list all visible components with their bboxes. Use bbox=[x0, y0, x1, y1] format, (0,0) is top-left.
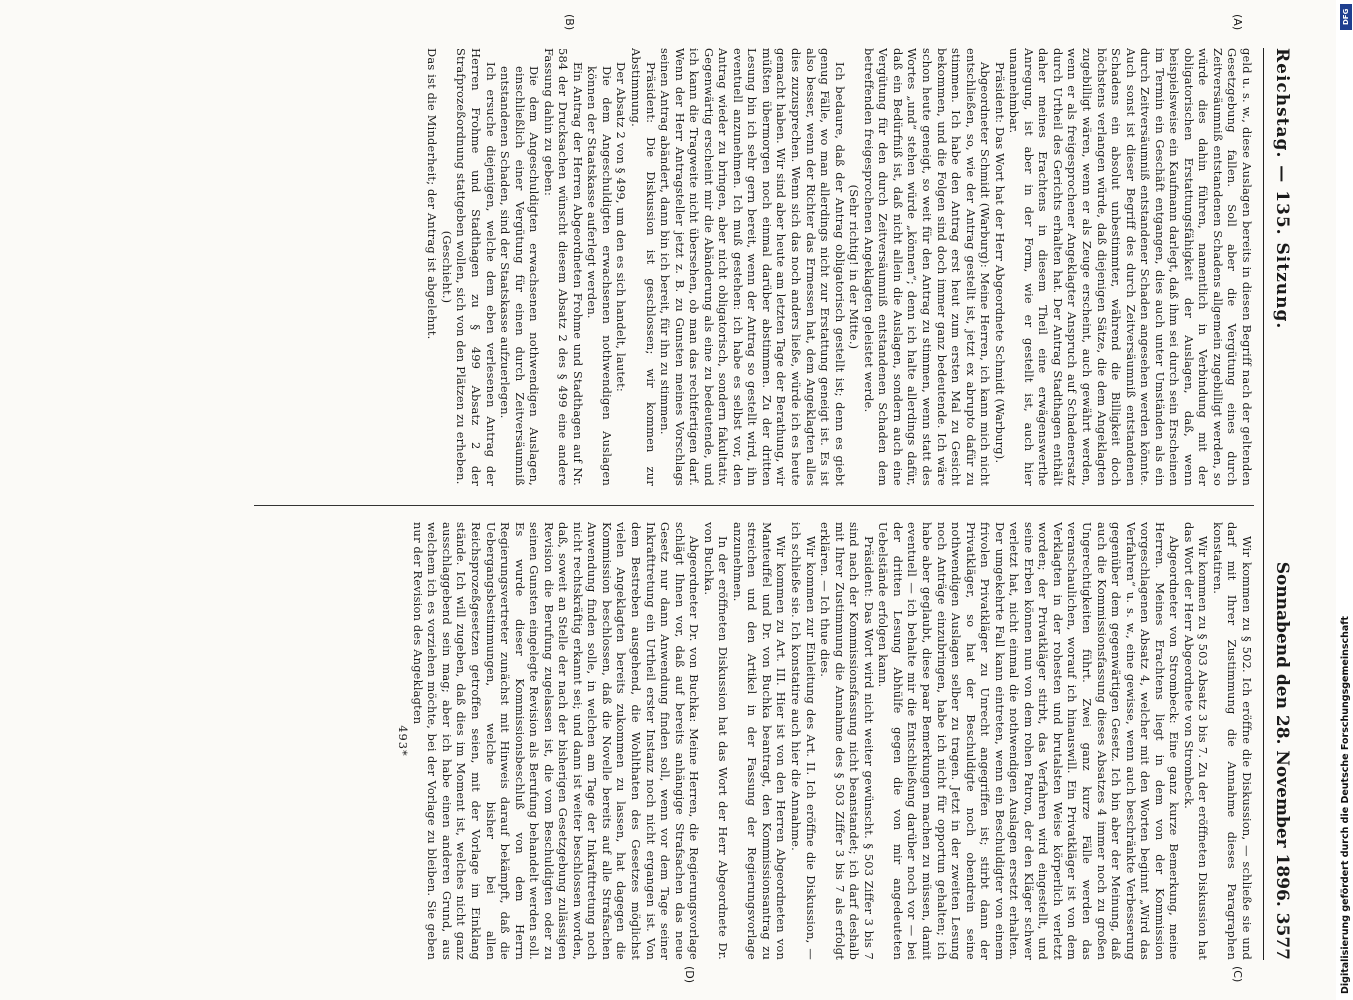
right-column-paragraph: In der eröffneten Diskussion hat das Wort der Herr Abgeordnete Dr. von Buchka. bbox=[701, 522, 731, 960]
right-column-paragraph: Abgeordneter Dr. von Buchka: Meine Herren, die Regierungsvorlage schlägt Ihnen vor, daß auf bereits anhängige Strafsachen das neue Gesetz nur dann Anwendung finden soll, wenn vor dem Tage seiner Inkrafttretung ein Urtheil erster Instanz noch nicht ergangen ist. Von dem Bestreben ausgehend, die Wohlthaten des Gesetzes möglichst vielen Angeklagten bereits zukommen zu lassen, hat dagegen die Kommission beschlossen, daß die Novelle bereits auf alle Strafsachen Anwendung finden solle, in welchen am Tage der Inkrafttretung noch nicht rechtskräftig erkannt sei; und dann ist weiter beschlossen worden, daß, soweit an Stelle der nach der bisherigen Gesetzgebung zulässigen Revision die Berufung zugelassen ist, die vom Beschuldigten oder zu seinen Gunsten eingelegte Revision als Berufung behandelt werden soll. Es wurde dieser Kommissionsbeschluß von dem Herrn Regierungsvertreter zunächst mit Hinweis darauf bekämpft, daß die Uebergangsbestimmungen, welche bisher bei allen Reichsprozeßgesetzen getroffen seien, mit der Vorlage im Einklang stände. Ich will zugeben, daß dies im Moment ist, welches nicht ganz ausschlaggebend sein mag; aber ich habe einen anderen Grund, aus welchem ich es vorziehen möchte, bei der Vorlage zu bleiben. Sie geben nur der Revision des Angeklagten bbox=[410, 522, 702, 960]
margin-marker-d: (D) bbox=[683, 966, 696, 984]
left-column-paragraph: Ich ersuche diejenigen, welche dem eben verlesenen Antrag der Herren Frohme und Stadthagen zu § 499 Absatz 2 der Strafprozeßordnung stattgeben wollen, sich von den Plätzen zu erheben. bbox=[454, 48, 498, 486]
left-column-paragraph: (Geschieht.) bbox=[439, 230, 454, 304]
column-divider bbox=[254, 505, 1254, 506]
header-left: Reichstag. — 135. Sitzung. bbox=[1272, 48, 1292, 330]
right-column-paragraph: Wir kommen zu § 503 Absatz 3 bis 7. Zu der eröffneten Diskussion hat das Wort der Herr Abgeordnete von Strombeck. bbox=[1181, 522, 1211, 960]
left-column-paragraph: Abgeordneter Schmidt (Warburg): Meine Herren, ich kann mich nicht entschließen, so, wie der Antrag gestellt ist, jetzt ex abrupto dafür zu stimmen. Ich habe den Antrag erst heut zum ersten Mal zu Gesicht bekommen, und die Folgen sind doch immer ganz bedeutende. Ich wäre schon heute geneigt, so weit für den Antrag zu stimmen, wenn statt des Wortes „und“ stehen würde „können“; denn ich halte allerdings dafür, daß ein Bedürfniß ist, daß nicht allein die Auslagen, sondern auch eine Vergütung für den durch Zeitversäumniß entstandenen Schaden dem betreffenden freigesprochenen Angeklagten geleistet werde. bbox=[861, 48, 993, 486]
left-column-paragraph: Ich bedaure, daß der Antrag obligatorisch gestellt ist; denn es giebt genug Fälle, wo man allerdings nicht zur Erstattung geneigt ist. Es ist also besser, wenn der Richter das Ermessen hat, dem Angeklagten alles dies zuzusprechen. Wenn sich das noch anders ließe, würde ich es heute gemacht haben. Wir sind aber heute am letzten Tage der Berathung, wir müßten übermorgen noch einmal darüber abstimmen. Zu der dritten Lesung bin ich sehr gern bereit, wenn der Antrag so gestellt wird, ihn eventuell anzunehmen. Ich muß gestehen: ich habe es selbst vor, den Antrag wieder zu bringen, aber nicht obligatorisch, sondern fakultativ. Gegenwärtig erscheint mir die Abänderung als eine zu bedeutende, und ich kann die Tragweite nicht übersehen, ob man das rechtfertigen darf. Wenn der Herr Antragsteller jetzt z. B. zu Gunsten meines Vorschlags seinen Antrag abändert, dann bin ich bereit, für ihn zu stimmen. bbox=[658, 48, 847, 486]
right-column-paragraph: Präsident: Das Wort wird nicht weiter gewünscht. § 503 Ziffer 3 bis 7 sind nach der Kommissionsfassung nicht beanstandet; ich darf deshalb mit Ihrer Zustimmung die Annahme des § 503 Ziffer 3 bis 7 als erfolgt erklären. — Ich thue dies. bbox=[818, 522, 876, 960]
page-header bbox=[1263, 48, 1294, 960]
left-column-paragraph: Präsident: Die Diskussion ist geschlossen; wir kommen zur Abstimmung. bbox=[629, 48, 658, 486]
left-column-paragraph: Die dem Angeschuldigten erwachsenen nothwendigen Auslagen, einschließlich einer Vergütung für einen durch Zeitversäumniß entstandenen Schaden, sind der Staatskasse aufzuerlegen. bbox=[498, 66, 542, 486]
right-column-paragraph: Abgeordneter von Strombeck: Eine ganz kurze Bemerkung, meine Herren. Meines Erachtens liegt in dem von der Kommission vorgeschlagenen Absatz 4, welcher mit den Worten beginnt „Wird das Verfahren“ u. s. w., eine gewisse, wenn auch beschränkte Verbesserung gegenüber dem gegenwärtigen Gesetz. Ich bin aber der Meinung, daß auch die Kommissionsfassung dieses Absatzes 4 immer noch zu großen Ungerechtigkeiten führt. Zwei ganz kurze Fälle werden das veranschaulichen, worauf ich hinauswill. Ein Privatkläger ist von dem Verklagten in der rohesten und brutalsten Weise körperlich verletzt worden; der Privatkläger stirbt, das Verfahren wird eingestellt, und seine Erben können nun von dem rohen Patron, der den Kläger schwer verletzt hat, nicht einmal die nothwendigen Auslagen ersetzt erhalten. Der umgekehrte Fall kann eintreten, wenn ein Beschuldigter von einem frivolen Privatkläger zu Unrecht angegriffen ist; stirbt dann der Privatkläger, so hat der Beschuldigte noch obendrein seine nothwendigen Auslagen selber zu tragen. Jetzt in der zweiten Lesung noch Anträge einzubringen, habe ich nicht für opportun gehalten; ich habe aber geglaubt, diese paar Bemerkungen machen zu müssen, damit eventuell — ich behalte mir die Entschließung darüber noch vor — bei der dritten Lesung Abhülfe gegen die von mir angedeuteten Uebelstände erfolgen kann. bbox=[876, 522, 1182, 960]
left-column-paragraph: (Sehr richtig! in der Mitte.) bbox=[847, 184, 862, 350]
left-column-paragraph: geld u. s. w., diese Auslagen bereits in diesen Begriff nach der geltenden Gesetzgebung fallen. Soll aber die Vergütung eines durch Zeitversäumniß entstandenen Schadens allgemein zugebilligt werden, so würde dies dahin führen, namentlich in Verbindung mit der obligatorischen Erstattungsfähigkeit der Auslagen, daß, wenn beispielsweise ein Kaufmann darlegt, daß ihm sei durch sein Erscheinen im Termin ein Geschäft entgangen, dies auch unter Umständen als ein durch Zeitversäumniß entstandener Schaden angesehen werden könnte. Auch sonst ist dieser Begriff des durch Zeitversäumniß entstandenen Schadens ein absolut unbestimmter, während die Billigkeit doch höchstens verlangen würde, daß diejenigen Sätze, die dem Angeklagten zugebilligt wären, wenn er als Zeuge erscheint, auch gewährt werden, wenn er als freigesprochener Angeklagter Anspruch auf Schadenersatz durch Urtheil des Gerichts erhalten hat. Der Antrag Stadthagen enthält daher meines Erachtens in diesem Theil eine erwägenswerthe Anregung, ist aber in der Form, wie er gestellt ist, auch hier unannehmbar. bbox=[1007, 48, 1254, 486]
right-column-paragraph: Wir kommen zu § 502. Ich eröffne die Diskussion, — schließe sie und darf mit Ihrer Zustimmung die Annahme dieses Paragraphen konstatiren. bbox=[1210, 522, 1254, 960]
right-column bbox=[24, 522, 1254, 960]
margin-marker-b: (B) bbox=[563, 14, 576, 31]
left-column-paragraph: Präsident: Das Wort hat der Herr Abgeordnete Schmidt (Warburg). bbox=[992, 62, 1007, 464]
right-column-paragraph: Wir kommen zur Einleitung des Art. II. Ich eröffne die Diskussion, — ich schließe sie. Ich konstatire auch hier die Annahme. bbox=[789, 522, 818, 960]
left-column bbox=[24, 48, 1254, 486]
left-column-paragraph: Ein Antrag der Herren Abgeordneten Frohme und Stadthagen auf Nr. 584 der Drucksachen wünscht diesem Absatz 2 des § 499 eine andere Fassung dahin zu geben: bbox=[541, 48, 585, 486]
header-right: Sonnabend den 28. November 1896. 3577 bbox=[1272, 561, 1292, 960]
margin-marker-c: (C) bbox=[1231, 966, 1244, 983]
digitization-credit: Digitalisierung gefördert durch die Deutsche Forschungsgemeinschaft bbox=[1340, 616, 1351, 994]
left-column-paragraph: Das ist die Minderheit; der Antrag ist abgelehnt. bbox=[425, 48, 440, 340]
left-column-paragraph: Die dem Angeschuldigten erwachsenen nothwendigen Auslagen können der Staatskasse auferlegt werden. bbox=[585, 66, 614, 486]
dfg-logo: DFG bbox=[1340, 4, 1352, 30]
left-column-paragraph: Der Absatz 2 von § 499, um den es sich handelt, lautet: bbox=[614, 62, 629, 392]
right-column-paragraph: 493* bbox=[396, 725, 411, 757]
right-column-paragraph: Wir kommen zu Art. III. Hier ist von den Herren Abgeordneten von Manteuffel und Dr. von Buchka beantragt, den Kommissionsantrag zu streichen und den Artikel in der Fassung der Regierungsvorlage anzunehmen. bbox=[730, 522, 789, 960]
margin-marker-a: (A) bbox=[1231, 14, 1244, 31]
